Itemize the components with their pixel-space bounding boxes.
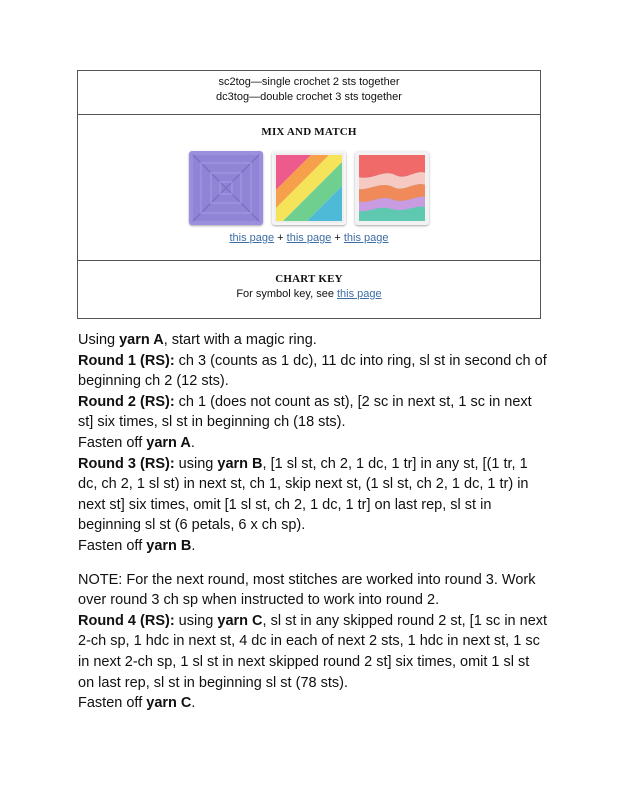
round-4-label: Round 4 (RS):: [78, 612, 175, 629]
round-1-label: Round 1 (RS):: [78, 352, 175, 369]
this-page-link-2[interactable]: this page: [286, 232, 332, 244]
round-4-yarn: yarn C: [217, 612, 263, 629]
intro-yarn: yarn A: [119, 332, 164, 348]
round-4: [78, 611, 548, 693]
paragraph-gap: [78, 557, 548, 570]
note: NOTE: For the next round, most stitches are worked into round 3. Work over round 3 ch sp when instructed to work into round 2.: [78, 571, 536, 609]
chart-key-box: [78, 260, 540, 318]
round-3: [78, 454, 548, 536]
thumbnail-row: [78, 151, 540, 225]
round-4-text: , sl st in any skipped round 2 st, [1 sc in next 2-ch sp, 1 hdc in next st, 4 dc in each of next 2 sts, 1 hdc in next st, 1 sc in next 2-ch sp, 1 sl st in next skipped round 2 st] six times, omit 1 sl st on last rep, sl st in beginning sl st (78 sts).: [78, 612, 548, 691]
fasten-b-post: .: [191, 537, 196, 554]
round-3-yarn: yarn B: [217, 455, 263, 472]
intro-post: , start with a magic ring.: [163, 332, 317, 348]
round-3-label: Round 3 (RS):: [78, 455, 175, 472]
round-2: [78, 392, 548, 433]
mix-and-match-box: [78, 114, 540, 260]
fasten-off-b: [78, 536, 548, 557]
round-3-text: , [1 sl st, ch 2, 1 dc, 1 tr] in any st, [(1 tr, 1 dc, ch 2, 1 sl st) in next st, ch 1, skip next st, (1 sl st, ch 2, 1 dc, 1 tr) in next st] six times, omit [1 sl st, ch 2, 1 dc, 1 tr] on last rep, sl st in beginning sl st (6 petals, 6 x ch sp).: [78, 455, 529, 534]
plus-separator-1: +: [274, 232, 287, 244]
fasten-c-pre: Fasten off: [78, 695, 147, 712]
this-page-link-3[interactable]: this page: [343, 232, 389, 244]
round-2-label: Round 2 (RS):: [78, 393, 175, 410]
plus-separator-2: +: [331, 232, 344, 244]
chart-key-heading: CHART KEY: [275, 273, 343, 285]
round-3-pre: using: [174, 455, 218, 472]
fasten-a-pre: Fasten off: [78, 434, 147, 451]
fasten-b-yarn: yarn B: [146, 537, 192, 554]
round-4-pre: using: [174, 612, 218, 629]
purple-square-thumbnail: [189, 151, 263, 225]
intro-pre: Using: [78, 332, 120, 348]
round-2-text: ch 1 (does not count as st), [2 sc in next st, 1 sc in next st] six times, sl st in beginning ch (18 sts).: [78, 393, 532, 431]
abbreviation-dc3tog: dc3tog—double crochet 3 sts together: [216, 91, 402, 103]
abbreviation-sc2tog: sc2tog—single crochet 2 sts together: [218, 76, 400, 88]
chart-key-link[interactable]: this page: [337, 288, 382, 300]
mix-links: [78, 232, 540, 244]
fasten-b-pre: Fasten off: [78, 537, 147, 554]
this-page-link-1[interactable]: this page: [229, 232, 275, 244]
round-1: [78, 351, 548, 392]
fasten-off-c: [78, 693, 548, 714]
chart-key-text: [78, 288, 540, 300]
round-1-text: ch 3 (counts as 1 dc), 11 dc into ring, sl st in second ch of beginning ch 2 (12 sts).: [78, 352, 547, 390]
fasten-c-yarn: yarn C: [146, 695, 192, 712]
fasten-c-post: .: [191, 695, 196, 712]
intro-line: [78, 330, 548, 351]
fasten-a-post: .: [190, 434, 195, 451]
fasten-off-a: [78, 433, 548, 454]
instructions: [78, 330, 548, 714]
abbreviations-box: [78, 71, 540, 114]
fasten-a-yarn: yarn A: [146, 434, 191, 451]
chart-key-label: For symbol key, see: [236, 288, 337, 300]
wave-square-thumbnail: [355, 151, 429, 225]
rainbow-square-thumbnail: [272, 151, 346, 225]
info-table: [77, 70, 541, 319]
mix-and-match-heading: MIX AND MATCH: [261, 126, 357, 138]
